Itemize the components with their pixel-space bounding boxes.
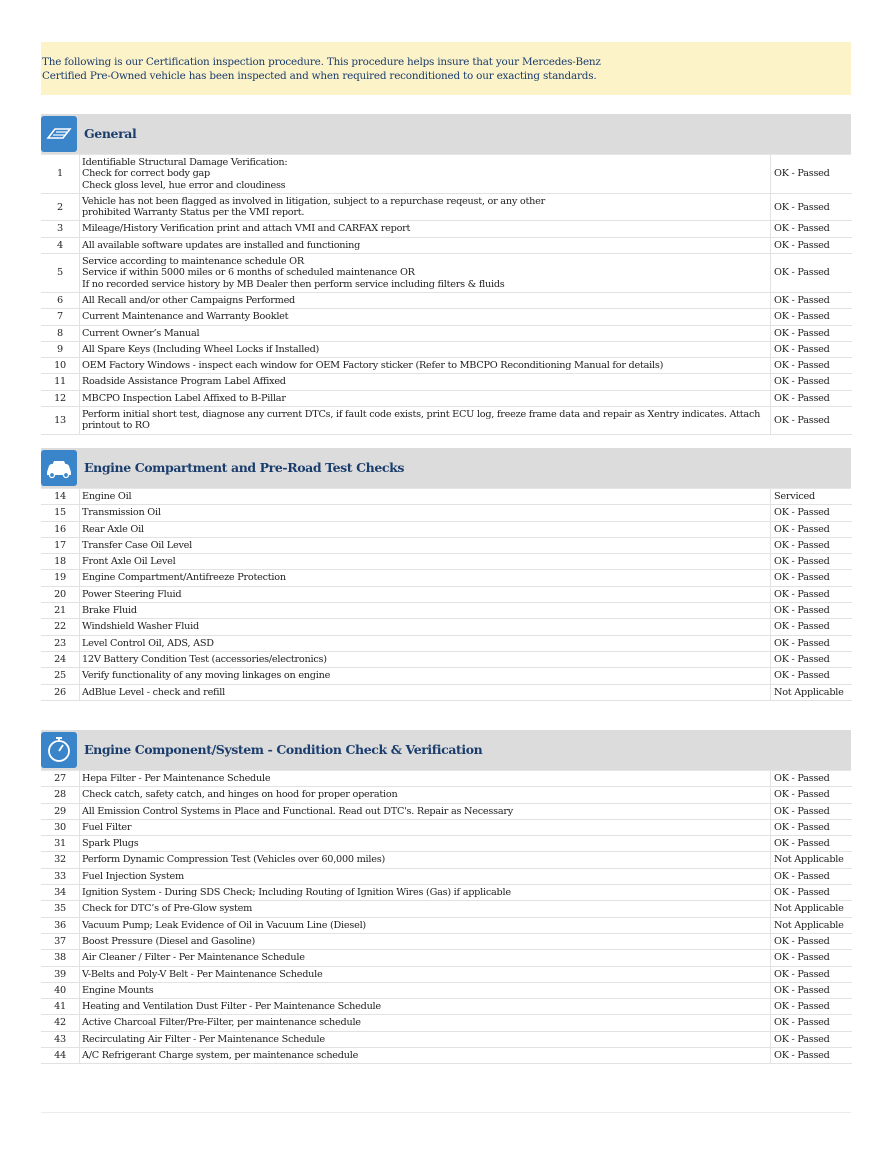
item-description: Spark Plugs (80, 836, 771, 852)
item-description: Identifiable Structural Damage Verification: Check for correct body gap Check gloss level, hue error and cloudiness (80, 155, 771, 193)
item-result: OK - Passed (771, 1015, 853, 1031)
table-row (41, 603, 852, 619)
item-result: OK - Passed (771, 325, 853, 341)
item-result: OK - Passed (771, 982, 853, 998)
item-result: OK - Passed (771, 193, 853, 221)
table-row (41, 836, 852, 852)
table-row (41, 521, 852, 537)
row-number: 13 (41, 407, 80, 435)
item-result: Not Applicable (771, 917, 853, 933)
item-description: A/C Refrigerant Charge system, per maintenance schedule (80, 1048, 771, 1064)
item-description: Roadside Assistance Program Label Affixed (80, 374, 771, 390)
row-number: 37 (41, 933, 80, 949)
item-result: OK - Passed (771, 1031, 853, 1047)
item-result: OK - Passed (771, 292, 853, 308)
item-description: Heating and Ventilation Dust Filter - Per Maintenance Schedule (80, 999, 771, 1015)
intro-line-1: The following is our Certification inspection procedure. This procedure helps insure that your Mercedes-Benz (42, 56, 601, 68)
section-engine-component (41, 730, 851, 1064)
section-title: General (84, 126, 137, 141)
item-description: Engine Oil (80, 489, 771, 505)
row-number: 2 (41, 193, 80, 221)
table-row (41, 635, 852, 651)
item-description: Recirculating Air Filter - Per Maintenance Schedule (80, 1031, 771, 1047)
table-row (41, 901, 852, 917)
table-row (41, 193, 852, 221)
row-number: 20 (41, 586, 80, 602)
item-description: Vehicle has not been flagged as involved in litigation, subject to a repurchase reqeust, or any other prohibited Warranty Status per the VMI report. (80, 193, 771, 221)
item-description: Active Charcoal Filter/Pre-Filter, per maintenance schedule (80, 1015, 771, 1031)
table-row (41, 619, 852, 635)
table-row (41, 933, 852, 949)
item-result: OK - Passed (771, 619, 853, 635)
row-number: 11 (41, 374, 80, 390)
item-result: OK - Passed (771, 586, 853, 602)
general-checklist-icon (41, 116, 77, 152)
row-number: 43 (41, 1031, 80, 1047)
item-result: OK - Passed (771, 554, 853, 570)
item-description: Fuel Filter (80, 819, 771, 835)
row-number: 8 (41, 325, 80, 341)
item-description: V-Belts and Poly-V Belt - Per Maintenance Schedule (80, 966, 771, 982)
engine-gauge-icon (41, 732, 77, 768)
row-number: 31 (41, 836, 80, 852)
table-row (41, 668, 852, 684)
item-description: Engine Compartment/Antifreeze Protection (80, 570, 771, 586)
item-description: Current Maintenance and Warranty Booklet (80, 309, 771, 325)
table-row (41, 1031, 852, 1047)
item-description: Front Axle Oil Level (80, 554, 771, 570)
table-row (41, 917, 852, 933)
item-description: Check for DTC’s of Pre-Glow system (80, 901, 771, 917)
item-result: OK - Passed (771, 358, 853, 374)
item-result: OK - Passed (771, 668, 853, 684)
row-number: 34 (41, 885, 80, 901)
item-result: Not Applicable (771, 852, 853, 868)
row-number: 3 (41, 221, 80, 237)
item-result: OK - Passed (771, 966, 853, 982)
item-description: Windshield Washer Fluid (80, 619, 771, 635)
row-number: 15 (41, 505, 80, 521)
table-row (41, 852, 852, 868)
row-number: 41 (41, 999, 80, 1015)
item-result: OK - Passed (771, 221, 853, 237)
item-result: OK - Passed (771, 237, 853, 253)
row-number: 38 (41, 950, 80, 966)
row-number: 18 (41, 554, 80, 570)
table-row (41, 221, 852, 237)
item-result: OK - Passed (771, 868, 853, 884)
intro-notice (41, 42, 851, 95)
item-description: 12V Battery Condition Test (accessories/electronics) (80, 651, 771, 667)
table-row (41, 554, 852, 570)
section-title: Engine Compartment and Pre-Road Test Checks (84, 460, 405, 475)
row-number: 7 (41, 309, 80, 325)
section-header (41, 448, 851, 489)
table-row (41, 966, 852, 982)
table-row (41, 407, 852, 435)
item-description: Engine Mounts (80, 982, 771, 998)
section-general (41, 114, 851, 435)
table-row (41, 1015, 852, 1031)
row-number: 33 (41, 868, 80, 884)
item-description: Transmission Oil (80, 505, 771, 521)
item-description: OEM Factory Windows - inspect each window for OEM Factory sticker (Refer to MBCPO Reconditioning Manual for details) (80, 358, 771, 374)
row-number: 14 (41, 489, 80, 505)
row-number: 17 (41, 537, 80, 553)
item-description: Air Cleaner / Filter - Per Maintenance Schedule (80, 950, 771, 966)
item-result: OK - Passed (771, 950, 853, 966)
item-description: Brake Fluid (80, 603, 771, 619)
item-result: Not Applicable (771, 684, 853, 700)
item-result: OK - Passed (771, 819, 853, 835)
row-number: 28 (41, 787, 80, 803)
row-number: 35 (41, 901, 80, 917)
item-description: All Recall and/or other Campaigns Performed (80, 292, 771, 308)
table-row (41, 325, 852, 341)
row-number: 25 (41, 668, 80, 684)
item-description: All Spare Keys (Including Wheel Locks if Installed) (80, 341, 771, 357)
row-number: 32 (41, 852, 80, 868)
table-row (41, 505, 852, 521)
item-description: All available software updates are installed and functioning (80, 237, 771, 253)
item-description: Verify functionality of any moving linkages on engine (80, 668, 771, 684)
footer-divider (41, 1112, 851, 1113)
item-result: OK - Passed (771, 155, 853, 193)
car-icon (41, 450, 77, 486)
item-description: Service according to maintenance schedule OR Service if within 5000 miles or 6 months of scheduled maintenance OR If no recorded service history by MB Dealer then perform service including filters & fluids (80, 254, 771, 293)
item-description: MBCPO Inspection Label Affixed to B-Pillar (80, 390, 771, 406)
item-description: Transfer Case Oil Level (80, 537, 771, 553)
item-result: OK - Passed (771, 603, 853, 619)
section-engine-compartment (41, 448, 851, 701)
row-number: 44 (41, 1048, 80, 1064)
item-description: Current Owner’s Manual (80, 325, 771, 341)
item-result: OK - Passed (771, 254, 853, 293)
table-row (41, 885, 852, 901)
item-description: Boost Pressure (Diesel and Gasoline) (80, 933, 771, 949)
item-result: OK - Passed (771, 570, 853, 586)
item-result: OK - Passed (771, 505, 853, 521)
row-number: 16 (41, 521, 80, 537)
table-row (41, 586, 852, 602)
item-result: OK - Passed (771, 309, 853, 325)
table-row (41, 982, 852, 998)
item-result: Not Applicable (771, 901, 853, 917)
row-number: 26 (41, 684, 80, 700)
item-description: Perform Dynamic Compression Test (Vehicles over 60,000 miles) (80, 852, 771, 868)
item-description: Check catch, safety catch, and hinges on hood for proper operation (80, 787, 771, 803)
row-number: 9 (41, 341, 80, 357)
checklist-table (41, 489, 852, 701)
item-description: Mileage/History Verification print and attach VMI and CARFAX report (80, 221, 771, 237)
row-number: 22 (41, 619, 80, 635)
table-row (41, 570, 852, 586)
item-result: OK - Passed (771, 635, 853, 651)
item-description: Fuel Injection System (80, 868, 771, 884)
item-description: Vacuum Pump; Leak Evidence of Oil in Vacuum Line (Diesel) (80, 917, 771, 933)
table-row (41, 374, 852, 390)
row-number: 39 (41, 966, 80, 982)
item-result: OK - Passed (771, 787, 853, 803)
item-description: Level Control Oil, ADS, ASD (80, 635, 771, 651)
table-row (41, 819, 852, 835)
table-row (41, 771, 852, 787)
row-number: 36 (41, 917, 80, 933)
table-row (41, 803, 852, 819)
row-number: 5 (41, 254, 80, 293)
item-result: OK - Passed (771, 390, 853, 406)
table-row (41, 1048, 852, 1064)
row-number: 19 (41, 570, 80, 586)
item-result: OK - Passed (771, 933, 853, 949)
item-result: OK - Passed (771, 407, 853, 435)
table-row (41, 341, 852, 357)
item-result: OK - Passed (771, 341, 853, 357)
row-number: 4 (41, 237, 80, 253)
section-header (41, 114, 851, 155)
table-row (41, 390, 852, 406)
section-title: Engine Component/System - Condition Check & Verification (84, 742, 483, 757)
intro-line-2: Certified Pre-Owned vehicle has been inspected and when required reconditioned to our exacting standards. (42, 70, 597, 82)
item-description: AdBlue Level - check and refill (80, 684, 771, 700)
item-result: OK - Passed (771, 771, 853, 787)
item-description: Hepa Filter - Per Maintenance Schedule (80, 771, 771, 787)
row-number: 1 (41, 155, 80, 193)
table-row (41, 489, 852, 505)
table-row (41, 254, 852, 293)
row-number: 30 (41, 819, 80, 835)
item-result: OK - Passed (771, 999, 853, 1015)
checklist-table (41, 771, 852, 1064)
row-number: 27 (41, 771, 80, 787)
table-row (41, 787, 852, 803)
item-result: OK - Passed (771, 836, 853, 852)
item-description: Perform initial short test, diagnose any current DTCs, if fault code exists, print ECU log, freeze frame data and repair as Xentry indicates. Attach printout to RO (80, 407, 771, 435)
item-description: Power Steering Fluid (80, 586, 771, 602)
table-row (41, 684, 852, 700)
table-row (41, 309, 852, 325)
row-number: 23 (41, 635, 80, 651)
checklist-table (41, 155, 852, 435)
item-result: OK - Passed (771, 374, 853, 390)
item-result: OK - Passed (771, 1048, 853, 1064)
table-row (41, 950, 852, 966)
item-result: OK - Passed (771, 537, 853, 553)
row-number: 40 (41, 982, 80, 998)
item-description: Rear Axle Oil (80, 521, 771, 537)
item-description: All Emission Control Systems in Place and Functional. Read out DTC's. Repair as Necessary (80, 803, 771, 819)
row-number: 29 (41, 803, 80, 819)
table-row (41, 358, 852, 374)
item-result: OK - Passed (771, 521, 853, 537)
item-result: OK - Passed (771, 651, 853, 667)
row-number: 12 (41, 390, 80, 406)
row-number: 10 (41, 358, 80, 374)
item-description: Ignition System - During SDS Check; Including Routing of Ignition Wires (Gas) if applicable (80, 885, 771, 901)
row-number: 42 (41, 1015, 80, 1031)
item-result: OK - Passed (771, 803, 853, 819)
table-row (41, 237, 852, 253)
row-number: 21 (41, 603, 80, 619)
table-row (41, 868, 852, 884)
item-result: OK - Passed (771, 885, 853, 901)
item-result: Serviced (771, 489, 853, 505)
table-row (41, 292, 852, 308)
table-row (41, 999, 852, 1015)
section-header (41, 730, 851, 771)
table-row (41, 537, 852, 553)
table-row (41, 155, 852, 193)
row-number: 24 (41, 651, 80, 667)
row-number: 6 (41, 292, 80, 308)
table-row (41, 651, 852, 667)
